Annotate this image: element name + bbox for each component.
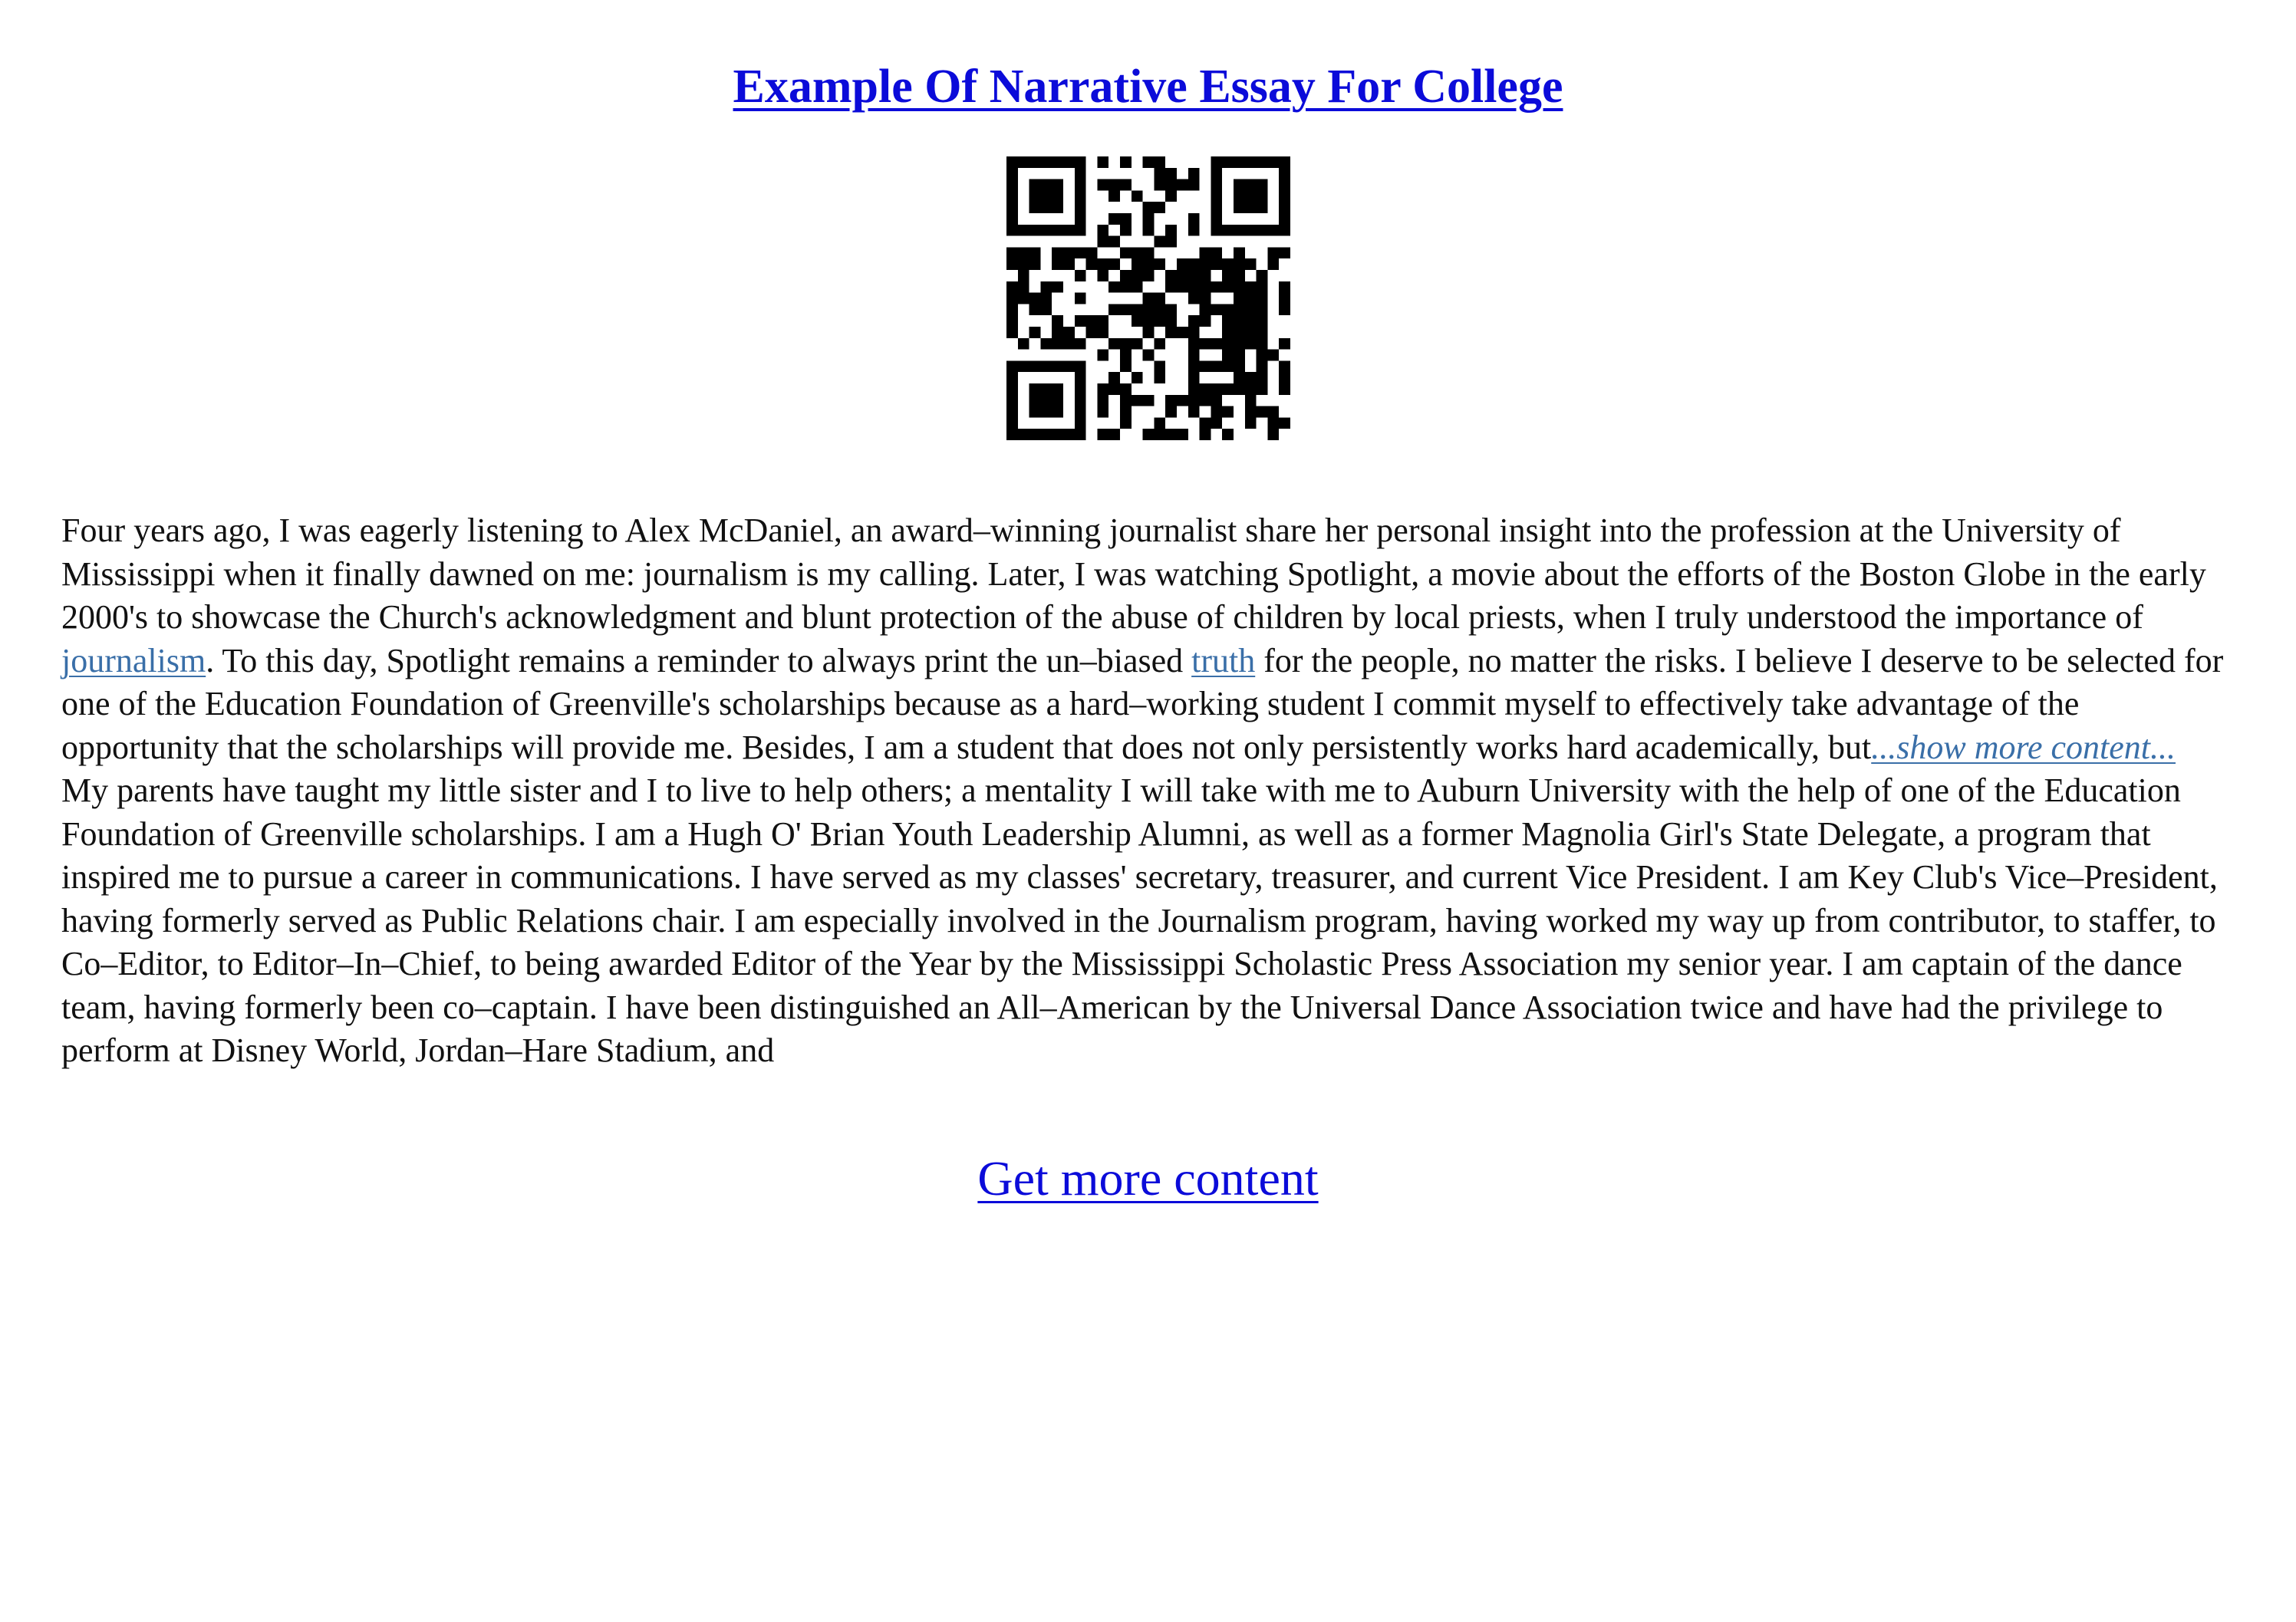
essay-paragraph-1 (61, 509, 2240, 769)
essay-body (61, 509, 2240, 1073)
journalism-link[interactable]: journalism (61, 641, 206, 679)
essay-paragraph-2: My parents have taught my little sister and I to live to help others; a mentality I will take with me to Auburn University with the help of one of the Education Foundation of Greenville scholarships. I am a Hugh O' Brian Youth Leadership Alumni, as well as a former Magnolia Girl's State Delegate, a program that inspired me to pursue a career in communications. I have served as my classes' secretary, treasurer, and current Vice President. I am Key Club's Vice–President, having formerly served as Public Relations chair. I am especially involved in the Journalism program, having worked my way up from contributor, to staffer, to Co–Editor, to Editor–In–Chief, to being awarded Editor of the Year by the Mississippi Scholastic Press Association my senior year. I am captain of the dance team, having formerly been co–captain. I have been distinguished an All–American by the Universal Dance Association twice and have had the privilege to perform at Disney World, Jordan–Hare Stadium, and (61, 772, 2218, 1069)
page-title-link[interactable]: Example Of Narrative Essay For College (733, 61, 1563, 113)
truth-link[interactable]: truth (1191, 641, 1256, 679)
show-more-content-link[interactable]: ...show more content... (1871, 728, 2176, 766)
get-more-container (0, 1150, 2296, 1207)
get-more-content-link[interactable]: Get more content (977, 1151, 1319, 1206)
paragraph-1-text-c: for the people, no matter the risks. I believe I deserve to be selected for one of the Education Foundation of Greenville's scholarships because as a hard–working student I commit myself to effectively take advantage of the opportunity that the scholarships will provide me. Besides, I am a student that does not only persistently works hard academically, but (61, 641, 2224, 766)
title-container (0, 60, 2296, 114)
paragraph-1-text-b: . To this day, Spotlight remains a reminder to always print the un–biased (206, 641, 1192, 679)
paragraph-1-text-a: Four years ago, I was eagerly listening to Alex McDaniel, an award–winning journalist share her personal insight into the profession at the University of Mississippi when it finally dawned on me: journalism is my calling. Later, I was watching Spotlight, a movie about the efforts of the Boston Globe in the early 2000's to showcase the Church's acknowledgment and blunt protection of the abuse of children by local priests, when I truly understood the importance of (61, 512, 2206, 636)
qr-code-icon (1006, 156, 1290, 440)
